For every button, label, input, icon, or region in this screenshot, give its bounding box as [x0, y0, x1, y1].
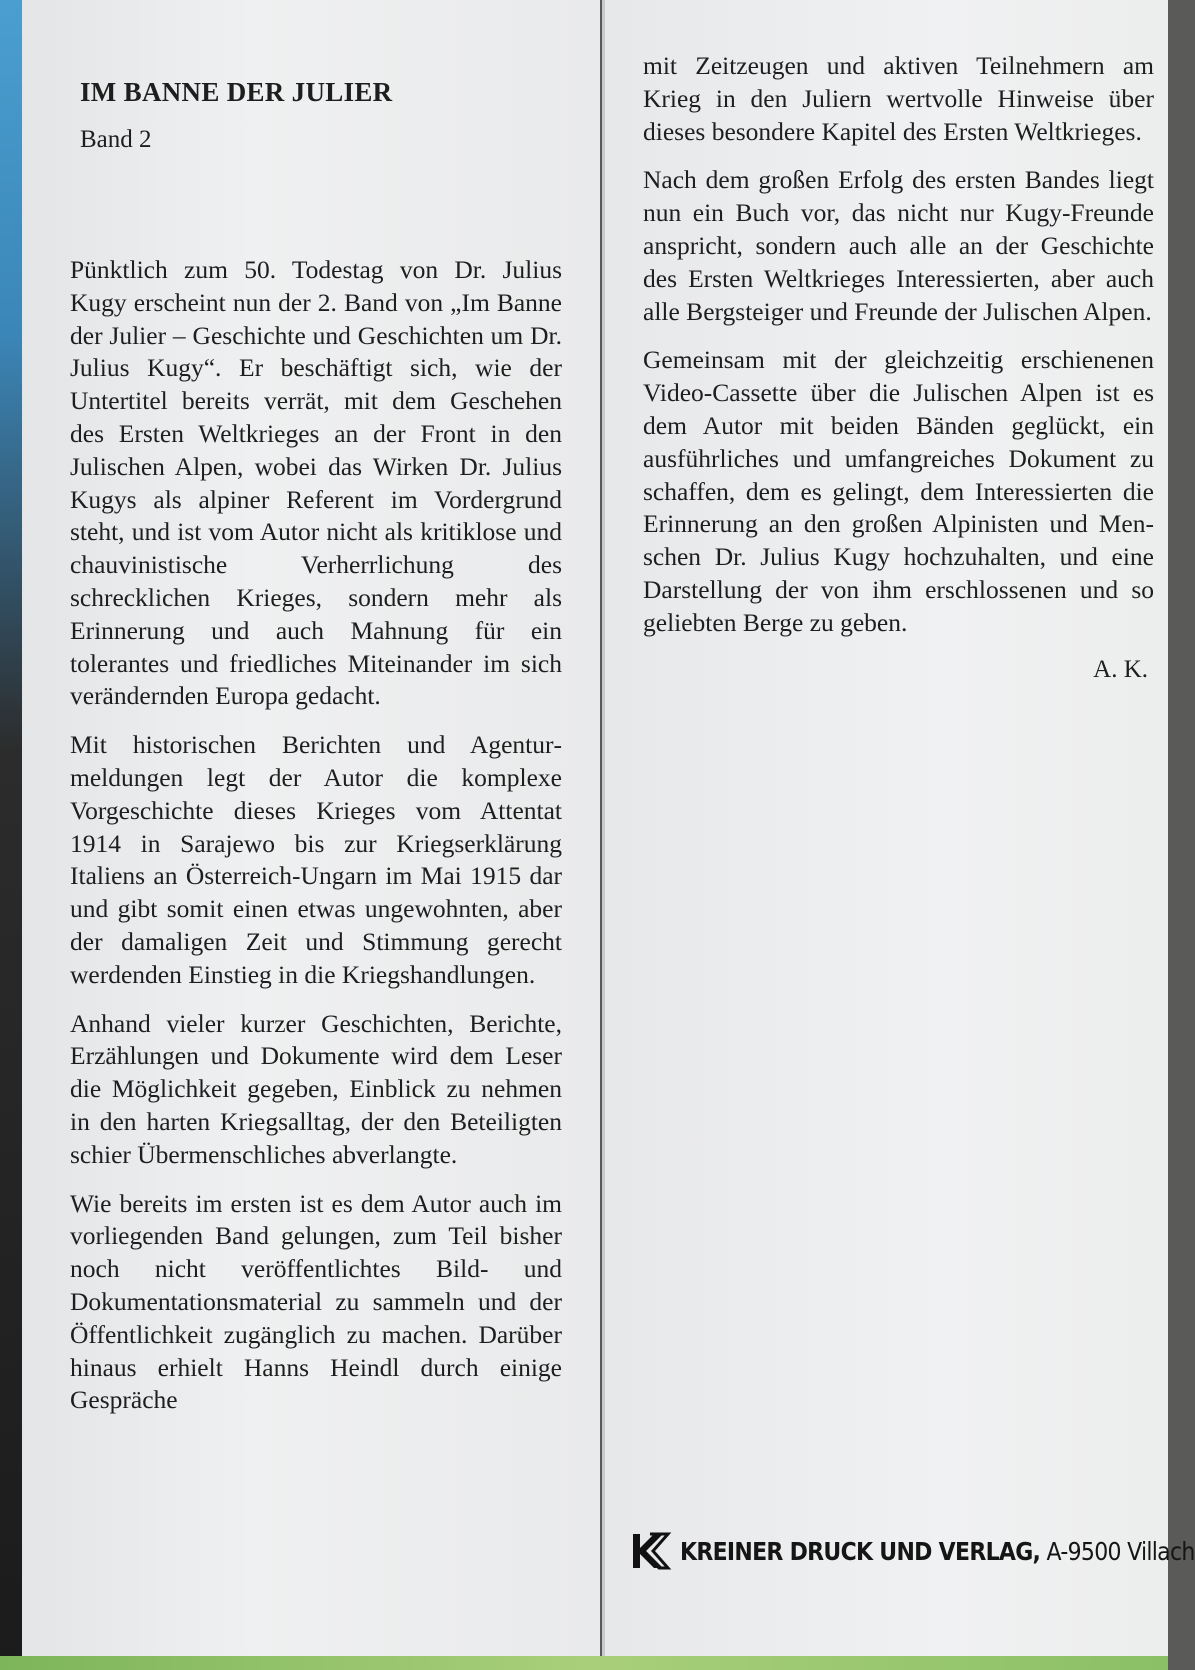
- left-paragraph-3: Anhand vieler kurzer Geschichten, Berichte, Erzählungen und Dokumente wird dem Leser die Möglichkeit gegeben, Einblick zu nehmen in den harten Kriegsalltag, der den Beteiligten schier Übermenschliches abverlangte.: [70, 1008, 562, 1169]
- author-signature: A. K.: [1093, 655, 1148, 683]
- left-page: [22, 0, 600, 1660]
- right-paragraph-1: mit Zeitzeugen und aktiven Teilnehmern am Krieg in den Juliern wertvolle Hinweise über dieses besondere Kapitel des Ersten Weltkrieges.: [643, 51, 1154, 146]
- publisher-imprint: [630, 1526, 1195, 1576]
- publisher-text: [680, 1537, 1195, 1566]
- left-paragraph-2: Mit historischen Berichten und Agenturmeldungen legt der Autor die komplexe Vorgeschichte dieses Krieges vom Attentat 1914 in Sarajewo bis zur Kriegserklärung Italiens an Österreich-Ungarn im Mai 1915 dar und gibt somit einen etwas ungewohnten, aber der damaligen Zeit und Stimmung gerecht werdenden Einstieg in die Kriegshandlungen.: [70, 730, 562, 989]
- book-volume: Band 2: [80, 126, 152, 153]
- right-paragraph-2: Nach dem großen Erfolg des ersten Bandes liegt nun ein Buch vor, das nicht nur Kugy-Freunde anspricht, sondern auch alle an der Geschichte des Ersten Weltkrieges Interessierten, aber auch alle Bergsteiger und Freunde der Julischen Alpen.: [643, 165, 1154, 326]
- publisher-logo-icon: [630, 1528, 672, 1574]
- right-page: [602, 0, 1168, 1660]
- publisher-name: KREINER DRUCK UND VERLAG,: [680, 1536, 1041, 1566]
- book-cover-bottom-edge: [0, 1656, 1168, 1670]
- right-paragraph-3: Gemeinsam mit der gleichzeitig erschienenen Video-Cassette über die Julischen Alpen ist es dem Autor mit beiden Bänden geglückt, ein ausführliches und umfangreiches Dokument zu schaffen, dem es gelingt, dem Interessierten die Erinnerung an den großen Alpinisten und Menschen Dr. Julius Kugy hochzuhalten, und eine Darstellung der von ihm erschlossenen und so geliebten Berge zu geben.: [643, 345, 1154, 637]
- book-title: IM BANNE DER JULIER: [80, 77, 393, 107]
- left-paragraph-4: Wie bereits im ersten ist es dem Autor auch im vorliegenden Band gelungen, zum Teil bisher noch nicht veröffentlichtes Bild- und Dokumentationsmaterial zu sammeln und der Öffentlichkeit zugänglich zu machen. Darüber hinaus erhielt Hanns Heindl durch einige Gespräche: [70, 1188, 562, 1415]
- publisher-location: A-9500 Villach: [1046, 1536, 1195, 1566]
- book-cover-edge: [0, 0, 24, 1670]
- left-paragraph-1: Pünktlich zum 50. Todestag von Dr. Julius Kugy erscheint nun der 2. Band von „Im Banne der Julier – Geschichte und Geschichten um Dr. Julius Kugy“. Er beschäftigt sich, wie der Untertitel bereits verrät, mit dem Geschehen des Ersten Weltkrieges an der Front in den Julischen Alpen, wobei das Wirken Dr. Julius Kugys als alpiner Referent im Vordergrund steht, und ist vom Autor nicht als kritiklose und chauvinistische Verherrlichung des schrecklichen Krieges, sondern mehr als Erinnerung und auch Mahnung für ein tolerantes und friedliches Miteinander im sich verändernden Europa gedacht.: [70, 255, 562, 711]
